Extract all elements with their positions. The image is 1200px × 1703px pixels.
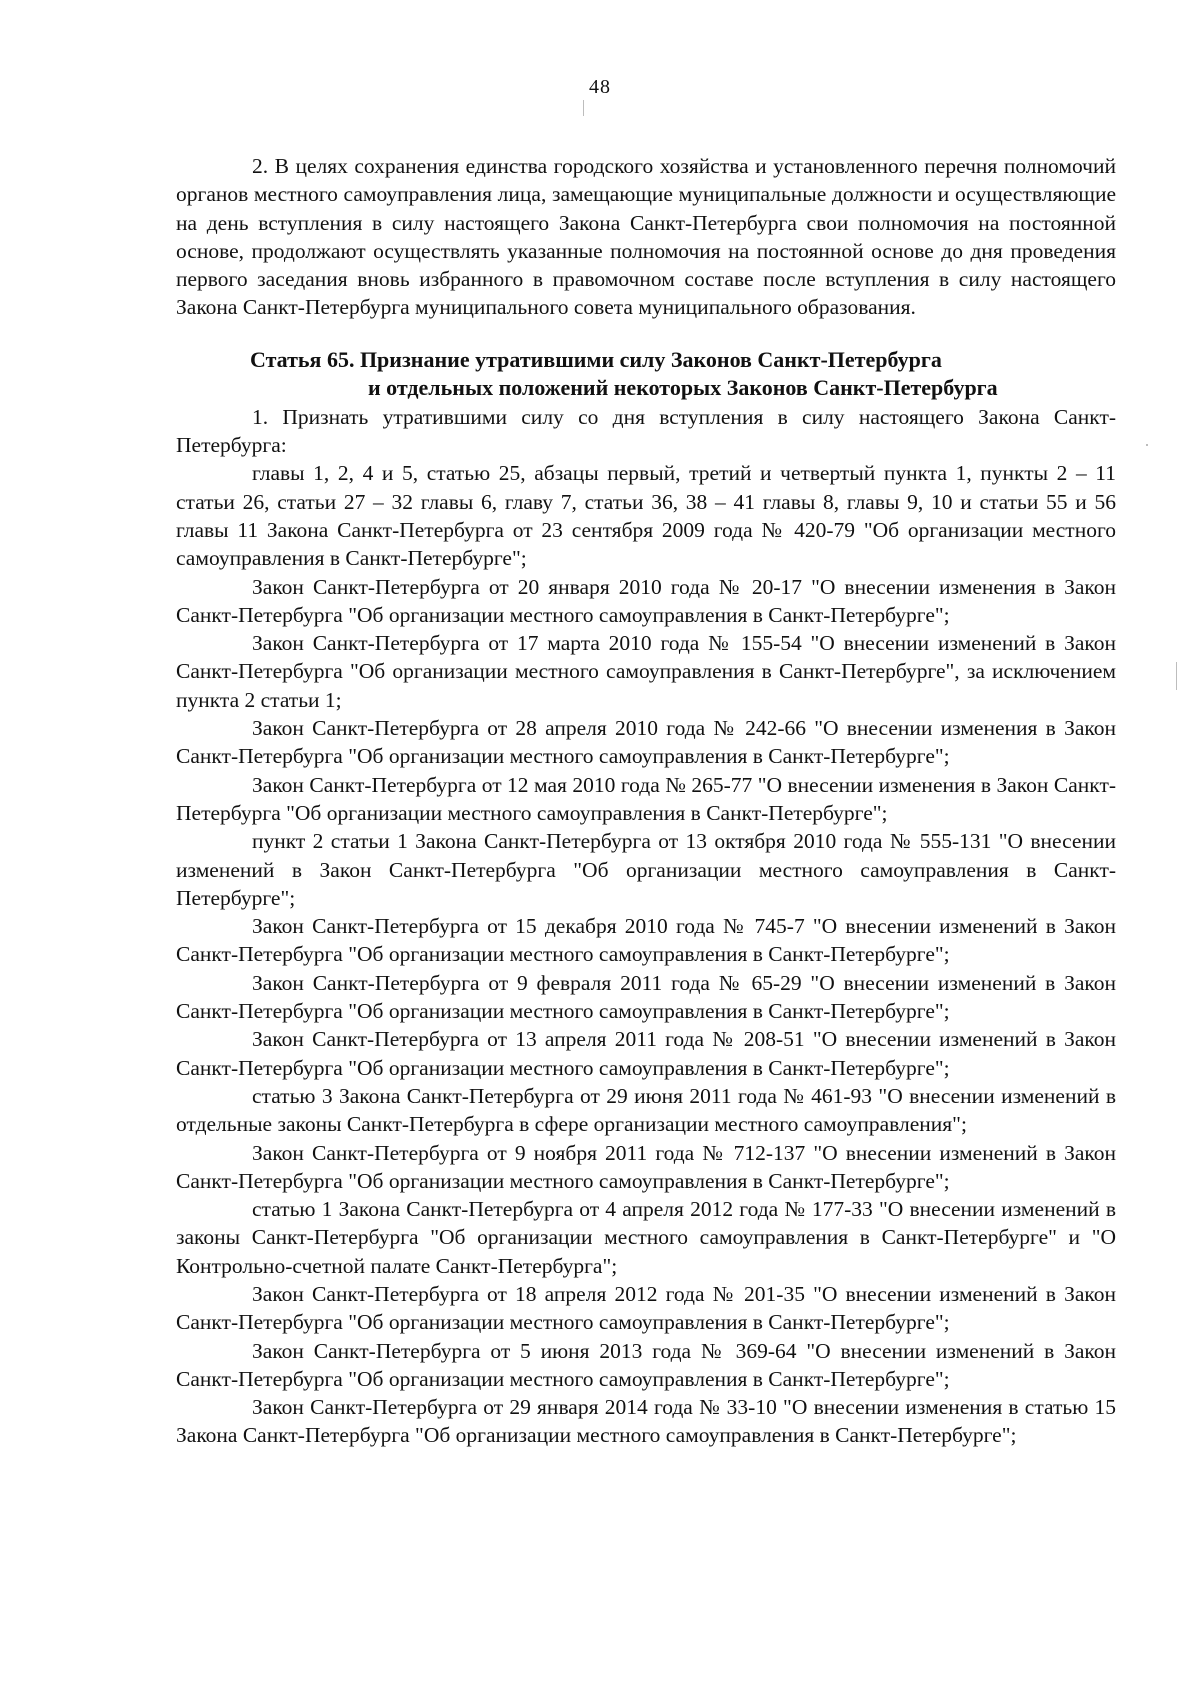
article-65-intro: 1. Признать утратившими силу со дня вступления в силу настоящего Закона Санкт-Петербурга: xyxy=(176,404,1116,458)
article-65-heading-line2: и отдельных положений некоторых Законов Санкт-Петербурга xyxy=(368,375,998,401)
article-65-heading xyxy=(176,346,1116,403)
repealed-law-item: статью 1 Закона Санкт-Петербурга от 4 апреля 2012 года № 177-33 "О внесении изменений в законы Санкт-Петербурга "Об организации местного самоуправления в Санкт-Петербурге" и "О Контрольно-счетной палате Санкт-Петербурга"; xyxy=(176,1197,1116,1278)
repealed-law-item: Закон Санкт-Петербурга от 18 апреля 2012 года № 201-35 "О внесении изменений в Закон Санкт-Петербурга "Об организации местного самоуправления в Санкт-Петербурге"; xyxy=(176,1281,1116,1335)
repealed-law-item: пункт 2 статьи 1 Закона Санкт-Петербурга от 13 октября 2010 года № 555-131 "О внесении изменений в Закон Санкт-Петербурга "Об организации местного самоуправления в Санкт-Петербурге"; xyxy=(176,829,1116,910)
repealed-law-item: Закон Санкт-Петербурга от 13 апреля 2011 года № 208-51 "О внесении изменений в Закон Санкт-Петербурга "Об организации местного самоуправления в Санкт-Петербурге"; xyxy=(176,1027,1116,1080)
article-65-heading-line1: Статья 65. Признание утратившими силу Законов Санкт-Петербурга xyxy=(250,346,942,372)
scan-mark xyxy=(1176,662,1177,690)
repealed-law-item: Закон Санкт-Петербурга от 29 января 2014 года № 33-10 "О внесении изменения в статью 15 Закона Санкт-Петербурга "Об организации местного самоуправления в Санкт-Петербурге"; xyxy=(176,1395,1116,1448)
repealed-law-item: Закон Санкт-Петербурга от 5 июня 2013 года № 369-64 "О внесении изменений в Закон Санкт-Петербурга "Об организации местного самоуправления в Санкт-Петербурге"; xyxy=(176,1338,1116,1391)
repealed-law-item: Закон Санкт-Петербурга от 17 марта 2010 года № 155-54 "О внесении изменений в Закон Санкт-Петербурга "Об организации местного самоуправления в Санкт-Петербурге", за исключением пункта 2 статьи 1; xyxy=(176,631,1116,712)
repealed-law-item: Закон Санкт-Петербурга от 9 февраля 2011 года № 65-29 "О внесении изменений в Закон Санкт-Петербурга "Об организации местного самоуправления в Санкт-Петербурге"; xyxy=(176,970,1116,1024)
repealed-law-item: Закон Санкт-Петербурга от 15 декабря 2010 года № 745-7 "О внесении изменений в Закон Санкт-Петербурга "Об организации местного самоуправления в Санкт-Петербурге"; xyxy=(176,914,1116,967)
document-body xyxy=(176,152,1116,1450)
repealed-law-item: Закон Санкт-Петербурга от 28 апреля 2010 года № 242-66 "О внесении изменения в Закон Санкт-Петербурга "Об организации местного самоуправления в Санкт-Петербурге"; xyxy=(176,716,1116,769)
repealed-law-item: Закон Санкт-Петербурга от 20 января 2010 года № 20-17 "О внесении изменения в Закон Санкт-Петербурга "Об организации местного самоуправления в Санкт-Петербурге"; xyxy=(176,574,1116,627)
repealed-law-item: статью 3 Закона Санкт-Петербурга от 29 июня 2011 года № 461-93 "О внесении изменений в отдельные законы Санкт-Петербурга в сфере организации местного самоуправления"; xyxy=(176,1083,1116,1137)
repealed-law-item: Закон Санкт-Петербурга от 12 мая 2010 года № 265-77 "О внесении изменения в Закон Санкт-Петербурга "Об организации местного самоуправления в Санкт-Петербурге"; xyxy=(176,772,1116,825)
section-2-paragraph: 2. В целях сохранения единства городского хозяйства и установленного перечня полномочий органов местного самоуправления лица, замещающие муниципальные должности и осуществляющие на день вступления в силу настоящего Закона Санкт-Петербурга свои полномочия на постоянной основе, продолжают осуществлять указанные полномочия на постоянной основе до дня проведения первого заседания вновь избранного в правомочном составе после вступления в силу настоящего Закона Санкт-Петербурга муниципального совета муниципального образования. xyxy=(176,154,1116,320)
repealed-law-item: Закон Санкт-Петербурга от 9 ноября 2011 года № 712-137 "О внесении изменений в Закон Санкт-Петербурга "Об организации местного самоуправления в Санкт-Петербурге"; xyxy=(176,1140,1116,1193)
scan-mark xyxy=(583,100,584,116)
scan-mark xyxy=(1146,444,1148,446)
repealed-law-item: главы 1, 2, 4 и 5, статью 25, абзацы первый, третий и четвертый пункта 1, пункты 2 – 11 статьи 26, статьи 27 – 32 главы 6, главу 7, статьи 36, 38 – 41 главы 8, главы 9, 10 и статьи 55 и 56 главы 11 Закона Санкт-Петербурга от 23 сентября 2009 года № 420-79 "Об организации местного самоуправления в Санкт-Петербурге"; xyxy=(176,461,1116,571)
page-number: 48 xyxy=(589,76,611,98)
